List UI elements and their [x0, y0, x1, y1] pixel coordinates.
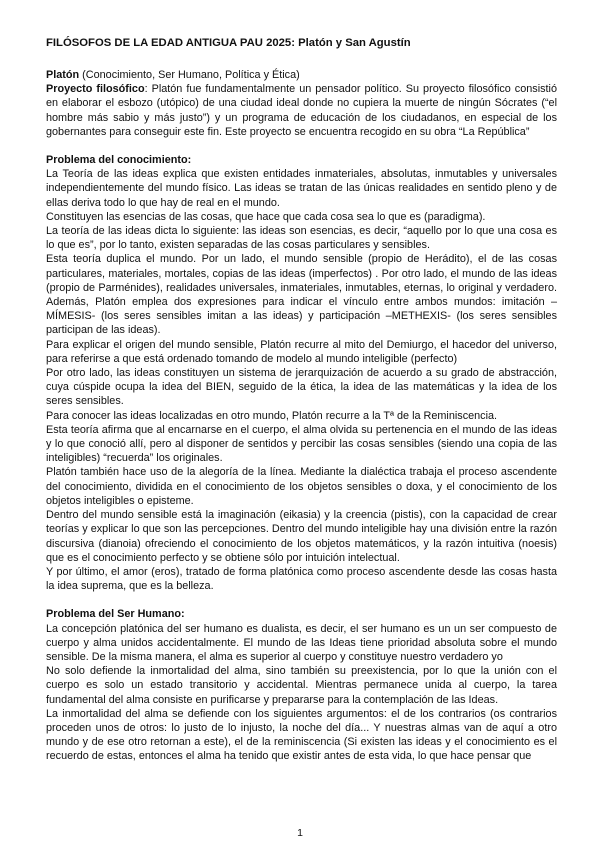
- proyecto-text: : Platón fue fundamentalmente un pensador político. Su proyecto filosófico consistió en elaborar el esbozo (utópico) de una ciudad ideal donde no cupiera la muerte de ningún Sócrates (“el hombre más sabio y más justo”) y un programa de educación de los ciudadanos, en especial de los gobernantes para conseguir este fin. Este proyecto se encuentra recogido en su obra “La República”: [46, 83, 557, 138]
- ser-humano-paragraph: No solo defiende la inmortalidad del alma, sino también su preexistencia, por lo que la unión con el cuerpo es solo un estado transitorio y accidental. Mientras permanece unida al cuerpo, la tarea fundamental del alma consiste en purificarse y prepararse para la contemplación de las Ideas.: [46, 665, 557, 706]
- conocimiento-paragraph: La teoría de las ideas dicta lo siguiente: las ideas son esencias, es decir, “aquello por lo que una cosa es lo que es”, por lo tanto, existen separadas de las cosas particulares y sensibles.: [46, 225, 557, 252]
- document-title: FILÓSOFOS DE LA EDAD ANTIGUA PAU 2025: Platón y San Agustín: [46, 37, 411, 49]
- conocimiento-paragraph: Esta teoría duplica el mundo. Por un lado, el mundo sensible (propio de Herádito), el de las cosas particulares, materiales, mortales, copias de las ideas (imperfectos) . Por otro lado, el mundo de las ideas (propio de Parménides), realidades universales, inmateriales, inmutables, eternas, lo original y verdadero. Además, Platón emplea dos expresiones para indicar el vínculo entre ambos mundos: imitación –MÍMESIS- (los seres sensibles imitan a las ideas) y participación –METHEXIS- (los seres sensibles participan de las ideas).: [46, 253, 557, 337]
- ser-humano-heading-text: Problema del Ser Humano:: [46, 608, 185, 621]
- conocimiento-paragraph: Platón también hace uso de la alegoría de la línea. Mediante la dialéctica trabaja el proceso ascendente del conocimiento, dividida en el conocimiento de los objetos sensibles o doxa, y el conocimiento de los objetos inteligibles o episteme.: [46, 466, 557, 507]
- conocimiento-paragraph: Esta teoría afirma que al encarnarse en el cuerpo, el alma olvida su pertenencia en el mundo de las ideas y lo que conoció allí, pero al disponer de sentidos y percibir las cosas sensibles (siendo una copia de las inteligibles) “recuerda” los originales.: [46, 423, 557, 465]
- conocimiento-heading: [46, 153, 557, 167]
- ser-humano-paragraph: La concepción platónica del ser humano es dualista, es decir, el ser humano es un un ser compuesto de cuerpo y alma unidos accidentalmente. El mundo de las Ideas tiene prioridad absoluta sobre el mundo sensible. De la misma manera, el alma es superior al cuerpo y constituye nuestro verdadero yo: [46, 622, 557, 663]
- page-number: 1: [297, 827, 303, 839]
- conocimiento-paragraph: Para explicar el origen del mundo sensible, Platón recurre al mito del Demiurgo, el hacedor del universo, para referirse a que está ordenado tomando de modelo al mundo inteligible (perfecto): [46, 338, 557, 365]
- platon-heading: Platón: [46, 69, 80, 81]
- ser-humano-paragraph: La inmortalidad del alma se defiende con los siguientes argumentos: el de los contrarios (os contrarios proceden unos de otros: lo justo de lo injusto, la noche del día... Y nuestras almas van de aquí a otro mundo y de ese otro retornan a este), el de la reminiscencia (Si existen las ideas y el conocimiento es el recuerdo de estas, entonces el alma ha tenido que existir antes de esta vida, lo que hace pensar que: [46, 707, 557, 763]
- proyecto-filosofico-paragraph: [46, 82, 557, 139]
- platon-subheading: (Conocimiento, Ser Humano, Política y Ética): [79, 69, 300, 81]
- conocimiento-paragraph: Y por último, el amor (eros), tratado de forma platónica como proceso ascendente desde las cosas hasta la idea suprema, que es la belleza.: [46, 565, 557, 593]
- ser-humano-heading: [46, 607, 557, 621]
- document-body: [46, 36, 557, 764]
- conocimiento-paragraph: Por otro lado, las ideas constituyen un sistema de jerarquización de acuerdo a su grado de abstracción, cuya cúspide ocupa la idea del BIEN, seguido de la ética, la idea de las matemáticas y la idea de los seres sensibles.: [46, 367, 557, 408]
- proyecto-label: Proyecto filosófico: [46, 83, 145, 96]
- conocimiento-heading-text: Problema del conocimiento:: [46, 154, 192, 167]
- platon-heading-line: [46, 68, 557, 82]
- conocimiento-paragraph: La Teoría de las ideas explica que existen entidades inmateriales, absolutas, inmutables y universales independientemente del mundo físico. Las ideas se tratan de las únicas realidades en sentido pleno y de ellas deriva todo lo que hay de real en el mundo.: [46, 168, 557, 209]
- conocimiento-paragraph: Para conocer las ideas localizadas en otro mundo, Platón recurre a la Tª de la Reminiscencia.: [46, 409, 498, 422]
- conocimiento-paragraph: Constituyen las esencias de las cosas, que hace que cada cosa sea lo que es (paradigma).: [46, 210, 486, 223]
- conocimiento-paragraph: Dentro del mundo sensible está la imaginación (eikasia) y la creencia (pistis), con la capacidad de crear teorías y explicar lo que son las percepciones. Dentro del mundo inteligible hay una división entre la razón discursiva (dianoia) ofreciendo el conocimiento de los objetos matemáticos, y la razón intuitiva (noesis) que es el conocimiento perfecto y se obtiene sólo por intuición intelectual.: [46, 509, 557, 564]
